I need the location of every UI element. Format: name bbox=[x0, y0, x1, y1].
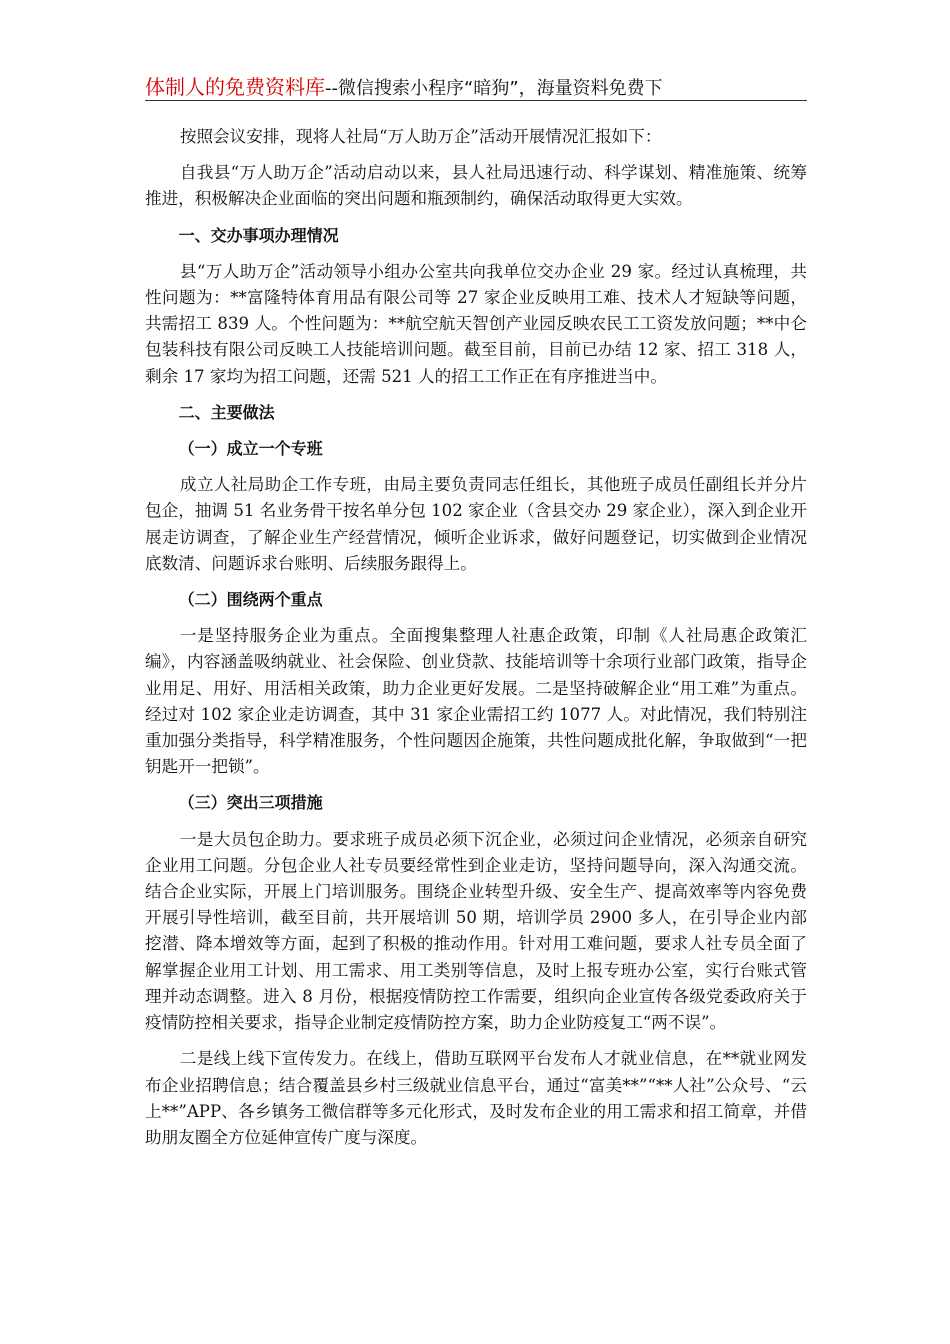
header-divider bbox=[145, 100, 807, 101]
section-heading-2: 二、主要做法 bbox=[178, 402, 275, 422]
header-brand: 体制人的免费资料库 bbox=[145, 75, 325, 99]
publicity-paragraph: 二是线上线下宣传发力。在线上，借助互联网平台发布人才就业信息，在**就业网发布企业招聘信息；结合覆盖县乡村三级就业信息平台，通过“富美**”“**人社”公众号、“云上**”APP、各乡镇务工微信群等多元化形式，及时发布企业的用工需求和招工简章，并借助朋友圈全方位延伸宣传广度与深度。 bbox=[145, 1049, 807, 1147]
document-body bbox=[145, 124, 807, 1161]
page-header bbox=[145, 74, 807, 102]
key-points-paragraph: 一是坚持服务企业为重点。全面搜集整理人社惠企政策，印制《人社局惠企政策汇编》，内容涵盖吸纳就业、社会保险、创业贷款、技能培训等十余项行业部门政策，指导企业用足、用好、用活相关政策，助力企业更好发展。二是坚持破解企业“用工难”为重点。经过对 102 家企业走访调查，其中 31 家企业需招工约 1077 人。对此情况，我们特别注重加强分类指导，科学精准服务，个性问题因企施策，共性问题成批化解，争取做到“一把钥匙开一把锁”。 bbox=[145, 626, 807, 777]
subsection-heading-3: （三）突出三项措施 bbox=[178, 793, 323, 813]
overview-paragraph: 自我县“万人助万企”活动启动以来，县人社局迅速行动、科学谋划、精准施策、统筹推进，积极解决企业面临的突出问题和瓶颈制约，确保活动取得更大实效。 bbox=[145, 163, 807, 209]
header-slogan: --微信搜索小程序“暗狗”，海量资料免费下 bbox=[325, 78, 663, 99]
measures-paragraph: 一是大员包企助力。要求班子成员必须下沉企业，必须过问企业情况，必须亲自研究企业用工问题。分包企业人社专员要经常性到企业走访，坚持问题导向，深入沟通交流。结合企业实际，开展上门培训服务。围绕企业转型升级、安全生产、提高效率等内容免费开展引导性培训，截至目前，共开展培训 50 期，培训学员 2900 多人，在引导企业内部挖潜、降本增效等方面，起到了积极的推动作用。针对用工难问题，要求人社专员全面了解掌握企业用工计划、用工需求、用工类别等信息，及时上报专班办公室，实行台账式管理并动态调整。进入 8 月份，根据疫情防控工作需要，组织向企业宣传各级党委政府关于疫情防控相关要求，指导企业制定疫情防控方案，助力企业防疫复工“两不误”。 bbox=[145, 829, 807, 1033]
section-heading-1: 一、交办事项办理情况 bbox=[178, 225, 339, 245]
subsection-heading-2: （二）围绕两个重点 bbox=[178, 590, 323, 610]
subsection-heading-1: （一）成立一个专班 bbox=[178, 439, 323, 459]
assigned-matters-paragraph: 县“万人助万企”活动领导小组办公室共向我单位交办企业 29 家。经过认真梳理，共性问题为：**富隆特体育用品有限公司等 27 家企业反映用工难、技术人才短缺等问题，共需招工 839 人。个性问题为：**航空航天智创产业园反映农民工工资发放问题；**中仑包装科技有限公司反映工人技能培训问题。截至目前，目前已办结 12 家、招工 318 人，剩余 17 家均为招工问题，还需 521 人的招工工作正在有序推进当中。 bbox=[145, 261, 807, 386]
task-force-paragraph: 成立人社局助企工作专班，由局主要负责同志任组长，其他班子成员任副组长并分片包企，抽调 51 名业务骨干按名单分包 102 家企业（含县交办 29 家企业），深入到企业开展走访调查，了解企业生产经营情况，倾听企业诉求，做好问题登记，切实做到企业情况底数清、问题诉求台账明、后续服务跟得上。 bbox=[145, 475, 807, 573]
intro-paragraph: 按照会议安排，现将人社局“万人助万企”活动开展情况汇报如下： bbox=[179, 127, 662, 146]
